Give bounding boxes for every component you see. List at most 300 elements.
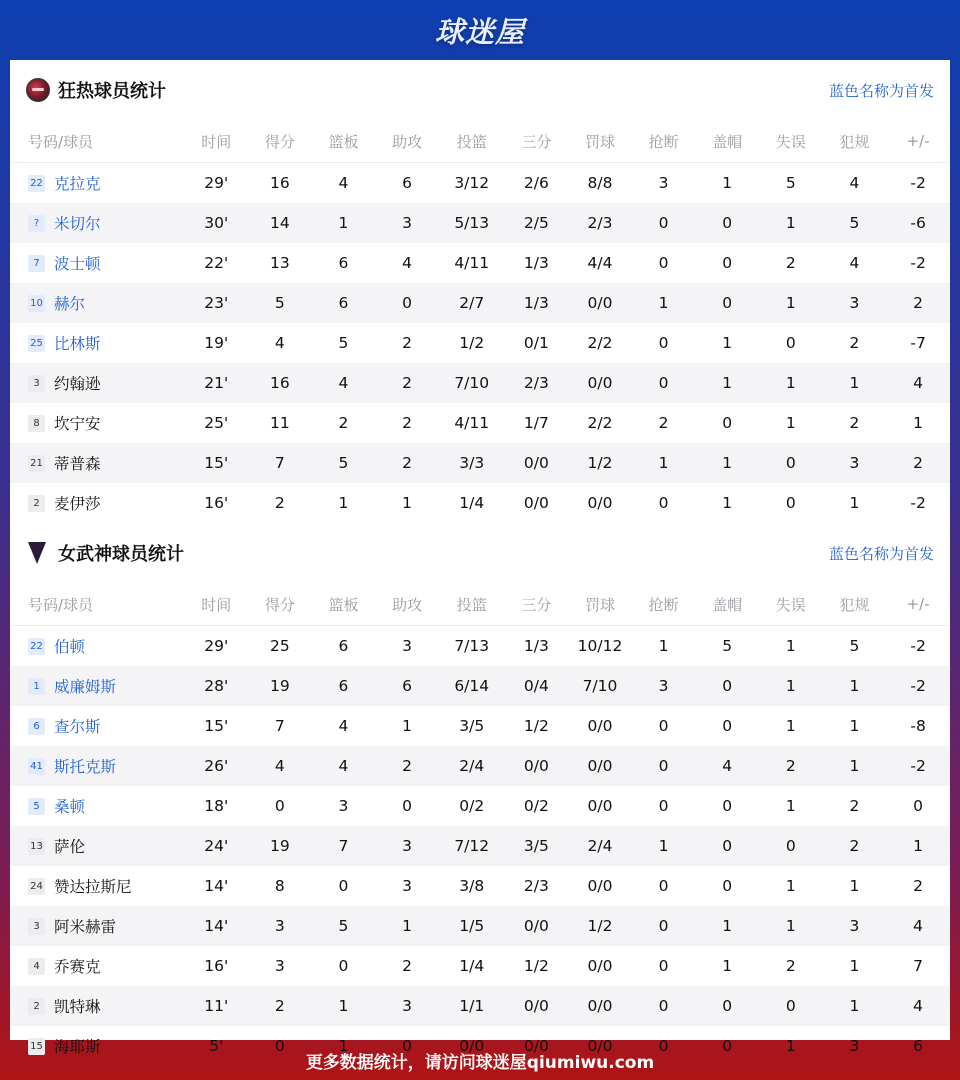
stat-cell: 14 (248, 203, 312, 243)
player-cell (10, 786, 184, 826)
stat-cell: 1 (913, 414, 924, 432)
stat-cell: 10/12 (577, 637, 623, 655)
stat-cell: 0/0 (587, 1037, 613, 1055)
stat-cell: 25 (270, 637, 290, 655)
table-row[interactable] (10, 946, 950, 986)
player-cell (10, 666, 184, 706)
jersey-number-badge: 22 (28, 638, 45, 655)
column-header: 投篮 (439, 120, 505, 163)
stat-cell: 4 (849, 254, 860, 272)
jersey-number-badge: 3 (28, 375, 45, 392)
stat-cell: 0 (658, 1037, 669, 1055)
stat-cell: 1 (312, 986, 376, 1026)
stat-cell: 1 (695, 906, 759, 946)
table-row[interactable] (10, 906, 950, 946)
stat-cell: 0/0 (459, 1037, 485, 1055)
stat-cell: 3 (375, 203, 439, 243)
table-row[interactable] (10, 483, 950, 523)
stat-cell: 2 (759, 746, 823, 786)
player-cell (10, 946, 184, 986)
stat-cell: 0/0 (523, 494, 549, 512)
stat-cell: 2/6 (523, 174, 549, 192)
starter-legend: 蓝色名称为首发 (828, 544, 934, 563)
stat-cell: 0 (274, 1037, 285, 1055)
stat-cell: 1 (759, 363, 823, 403)
stat-cell: 0/0 (587, 877, 613, 895)
footer-banner[interactable]: 更多数据统计，请访问球迷屋qiumiwu.com (305, 1052, 655, 1073)
stat-cell: -2 (886, 666, 950, 706)
top-bar (0, 0, 960, 60)
stat-cell: 1 (695, 363, 759, 403)
player-name[interactable]: 伯顿 (54, 638, 86, 656)
table-row[interactable] (10, 826, 950, 866)
table-header-row (10, 120, 950, 163)
stat-cell: 1 (785, 637, 796, 655)
stat-cell: 2 (375, 363, 439, 403)
stat-cell: 2/7 (439, 283, 505, 323)
stat-cell: -2 (910, 494, 926, 512)
stat-cell: 7/10 (439, 363, 505, 403)
table-row[interactable] (10, 243, 950, 283)
jersey-number-badge: 2 (28, 998, 45, 1015)
stat-cell: 0 (722, 254, 733, 272)
stat-cell: 1 (695, 443, 759, 483)
stat-cell: 23' (184, 283, 248, 323)
stat-cell: 0/0 (587, 717, 613, 735)
stat-cell: 24' (184, 826, 248, 866)
stat-cell: 3/3 (439, 443, 505, 483)
section-title-group (26, 540, 184, 566)
stat-cell: 7 (274, 717, 285, 735)
stat-cell: 0 (338, 877, 349, 895)
stat-cell: 1 (785, 1037, 796, 1055)
stat-cell: 0 (402, 1037, 413, 1055)
stats-panel (10, 60, 950, 1056)
stat-cell: 5 (722, 637, 733, 655)
stat-cell: 6/14 (439, 666, 505, 706)
table-row[interactable] (10, 626, 950, 667)
team-section (10, 523, 950, 1066)
stat-cell: 6 (338, 637, 349, 655)
stat-cell: 1/7 (523, 414, 549, 432)
stat-cell: 0 (658, 717, 669, 735)
stat-cell: 0 (722, 414, 733, 432)
player-name: 约翰逊 (54, 375, 101, 393)
player-name: 坎宁安 (54, 415, 101, 433)
stat-cell: 3/12 (454, 174, 490, 192)
jersey-number-badge: 8 (28, 415, 45, 432)
stat-cell: -8 (910, 717, 926, 735)
stat-cell: -2 (886, 746, 950, 786)
stat-cell: 0 (695, 203, 759, 243)
stat-cell: 0 (759, 443, 823, 483)
column-header: 三分 (505, 583, 569, 626)
stat-cell: 11' (184, 986, 248, 1026)
table-row[interactable] (10, 443, 950, 483)
stat-cell: 22' (204, 254, 229, 272)
stat-cell: 29' (204, 174, 229, 192)
player-name[interactable]: 米切尔 (54, 215, 101, 233)
stat-cell: 1 (823, 986, 887, 1026)
stat-cell: 1 (785, 414, 796, 432)
stat-cell: 28' (184, 666, 248, 706)
stat-cell: 5 (248, 283, 312, 323)
stat-cell: 1 (312, 203, 376, 243)
stat-cell: 1 (338, 1037, 349, 1055)
player-cell (10, 746, 184, 786)
stat-cell: 1/2 (523, 717, 549, 735)
stat-cell: -2 (910, 174, 926, 192)
jersey-number-badge: 25 (28, 335, 45, 352)
player-name: 蒂普森 (54, 455, 101, 473)
stat-cell: 5 (823, 203, 887, 243)
stat-cell: 30' (184, 203, 248, 243)
stat-cell: 2 (823, 826, 887, 866)
stat-cell: 3 (823, 906, 887, 946)
stat-cell: 19 (248, 826, 312, 866)
stat-cell: 1 (722, 334, 733, 352)
stat-cell: 2/4 (439, 746, 505, 786)
section-title-group (26, 77, 166, 103)
stat-cell: 2 (402, 334, 413, 352)
stat-cell: 1 (658, 637, 669, 655)
stat-cell: 1/2 (523, 957, 549, 975)
player-name: 萨伦 (54, 838, 86, 856)
stat-cell: 2 (886, 443, 950, 483)
column-header: 盖帽 (695, 120, 759, 163)
fever-logo-icon (26, 78, 50, 102)
jersey-number-badge: ? (28, 215, 45, 232)
stat-cell: 13 (270, 254, 290, 272)
stat-cell: 16' (204, 957, 229, 975)
stat-cell: 0 (632, 363, 696, 403)
player-name[interactable]: 斯托克斯 (54, 758, 117, 776)
stat-cell: 1 (759, 203, 823, 243)
stat-cell: 4 (695, 746, 759, 786)
stat-cell: 0 (759, 826, 823, 866)
stat-cell: 5/13 (439, 203, 505, 243)
stat-cell: 2/3 (505, 363, 569, 403)
stat-cell: 25' (204, 414, 229, 432)
stat-cell: 1/4 (459, 494, 485, 512)
stat-cell: 0 (632, 986, 696, 1026)
stat-cell: 0 (658, 334, 669, 352)
stat-cell: 1 (849, 717, 860, 735)
stat-cell: 7/13 (454, 637, 490, 655)
stat-cell: 1 (722, 174, 733, 192)
stat-cell: 4/11 (454, 254, 490, 272)
stat-cell: -6 (886, 203, 950, 243)
stat-cell: 1 (849, 494, 860, 512)
player-cell (10, 403, 184, 443)
stat-cell: 0 (722, 877, 733, 895)
column-header: 三分 (505, 120, 569, 163)
player-name: 海耶斯 (54, 1038, 101, 1056)
player-cell (10, 203, 184, 243)
player-cell (10, 906, 184, 946)
jersey-number-badge: 24 (28, 878, 45, 895)
stat-cell: 1/3 (523, 254, 549, 272)
table-row[interactable] (10, 866, 950, 906)
stat-cell: 0 (274, 797, 285, 815)
stat-cell: 2 (886, 283, 950, 323)
stat-cell: 14' (204, 877, 229, 895)
stat-cell: 1/2 (568, 443, 632, 483)
section-title: 女武神球员统计 (58, 544, 184, 565)
table-row[interactable] (10, 706, 950, 746)
jersey-number-badge: 1 (28, 678, 45, 695)
stat-cell: 5 (849, 637, 860, 655)
stat-cell: 4 (274, 334, 285, 352)
player-name[interactable]: 克拉克 (54, 175, 101, 193)
stat-cell: 1 (722, 494, 733, 512)
stat-cell: 5 (338, 334, 349, 352)
stat-cell: 2 (402, 414, 413, 432)
stat-cell: 0 (658, 797, 669, 815)
stat-cell: 0/0 (587, 957, 613, 975)
player-name[interactable]: 波士顿 (54, 255, 101, 273)
table-row[interactable] (10, 986, 950, 1026)
stat-cell: 8/8 (587, 174, 613, 192)
table-row[interactable] (10, 363, 950, 403)
table-row[interactable] (10, 203, 950, 243)
column-header: 助攻 (375, 583, 439, 626)
stat-cell: 1/2 (459, 334, 485, 352)
stat-cell: 0/0 (568, 986, 632, 1026)
stat-cell: 0 (658, 254, 669, 272)
section-header (10, 60, 950, 120)
stat-cell: 14' (184, 906, 248, 946)
stat-cell: 3 (632, 666, 696, 706)
column-header: 失误 (759, 583, 823, 626)
stat-cell: -2 (910, 254, 926, 272)
player-cell (10, 363, 184, 403)
stat-cell: 29' (204, 637, 229, 655)
player-name: 乔赛克 (54, 958, 101, 976)
stat-cell: 0/0 (568, 746, 632, 786)
stat-cell: 1 (632, 283, 696, 323)
jersey-number-badge: 22 (28, 175, 45, 192)
stat-cell: 1 (759, 666, 823, 706)
stat-cell: 1/5 (439, 906, 505, 946)
stat-cell: 1 (823, 746, 887, 786)
valkyries-logo-icon (28, 542, 46, 564)
stat-cell: 6 (312, 666, 376, 706)
player-cell (10, 986, 184, 1026)
stat-cell: 2 (658, 414, 669, 432)
stat-cell: 7 (913, 957, 924, 975)
stat-cell: 2 (338, 414, 349, 432)
stat-cell: 3 (338, 797, 349, 815)
stat-cell: 3 (402, 637, 413, 655)
stat-cell: 26' (184, 746, 248, 786)
column-header: 罚球 (568, 583, 632, 626)
stat-cell: 0 (785, 334, 796, 352)
table-row[interactable] (10, 283, 950, 323)
stat-cell: 2 (785, 957, 796, 975)
player-name[interactable]: 赫尔 (54, 295, 86, 313)
stat-cell: 2/4 (568, 826, 632, 866)
stat-cell: 4 (312, 363, 376, 403)
stat-cell: 2 (248, 986, 312, 1026)
stat-cell: 16 (248, 363, 312, 403)
stat-cell: 0 (722, 1037, 733, 1055)
stat-cell: 6 (402, 174, 413, 192)
stat-cell: 4/4 (587, 254, 613, 272)
stat-cell: 7/10 (568, 666, 632, 706)
column-header: 抢断 (632, 120, 696, 163)
stat-cell: 0 (759, 986, 823, 1026)
stat-cell: 1 (886, 826, 950, 866)
player-name: 赞达拉斯尼 (54, 878, 132, 896)
stat-cell: 19' (204, 334, 229, 352)
stat-cell: 2 (402, 957, 413, 975)
starter-legend: 蓝色名称为首发 (828, 81, 934, 100)
player-name[interactable]: 比林斯 (54, 335, 101, 353)
stat-cell: 7/12 (439, 826, 505, 866)
stat-cell: 11 (270, 414, 290, 432)
stat-cell: 2 (849, 797, 860, 815)
stat-cell: 3 (823, 443, 887, 483)
stat-cell: 1 (759, 906, 823, 946)
stat-cell: 0 (695, 826, 759, 866)
stat-cell: 4 (886, 986, 950, 1026)
stat-cell: 4 (886, 363, 950, 403)
stat-cell: 4 (248, 746, 312, 786)
stat-cell: 16 (270, 174, 290, 192)
column-header: 罚球 (568, 120, 632, 163)
stat-cell: 1 (785, 797, 796, 815)
stat-cell: 3 (402, 877, 413, 895)
column-header: +/- (886, 583, 950, 626)
stat-cell: 0/0 (568, 283, 632, 323)
stat-cell: 6 (312, 283, 376, 323)
stat-cell: 3/5 (505, 826, 569, 866)
stat-cell: 1 (632, 443, 696, 483)
stat-cell: 15' (184, 443, 248, 483)
column-header: 号码/球员 (10, 120, 184, 163)
team-section (10, 60, 950, 523)
table-row[interactable] (10, 323, 950, 363)
table-row[interactable] (10, 666, 950, 706)
table-row[interactable] (10, 786, 950, 826)
stat-cell: 3 (375, 826, 439, 866)
stat-cell: 0 (913, 797, 924, 815)
player-name: 麦伊莎 (54, 495, 101, 513)
table-row[interactable] (10, 403, 950, 443)
stat-cell: 3 (248, 906, 312, 946)
stat-cell: 1 (849, 957, 860, 975)
column-header: 篮板 (312, 583, 376, 626)
player-cell (10, 443, 184, 483)
stat-cell: 4 (338, 717, 349, 735)
stat-cell: 1 (849, 877, 860, 895)
stat-cell: 0 (632, 906, 696, 946)
stat-cell: 3 (849, 1037, 860, 1055)
stat-cell: 0 (375, 283, 439, 323)
player-cell (10, 826, 184, 866)
column-header: 投篮 (439, 583, 505, 626)
column-header: 得分 (248, 120, 312, 163)
stat-cell: 0 (695, 283, 759, 323)
jersey-number-badge: 2 (28, 495, 45, 512)
column-header: 篮板 (312, 120, 376, 163)
stat-cell: 1/3 (505, 283, 569, 323)
column-header: 抢断 (632, 583, 696, 626)
player-stats-table (10, 583, 950, 1066)
jersey-number-badge: 15 (28, 1038, 45, 1055)
player-name[interactable]: 查尔斯 (54, 718, 101, 736)
stat-cell: 2 (785, 254, 796, 272)
stat-cell: 0 (695, 986, 759, 1026)
player-name[interactable]: 桑顿 (54, 798, 86, 816)
stat-cell: 0/0 (568, 363, 632, 403)
stat-cell: 0 (658, 957, 669, 975)
jersey-number-badge: 4 (28, 958, 45, 975)
stat-cell: 2 (375, 443, 439, 483)
section-header (10, 523, 950, 583)
stat-cell: 1/3 (523, 637, 549, 655)
column-header: +/- (886, 120, 950, 163)
stat-cell: 0/0 (523, 1037, 549, 1055)
stat-cell: 0 (695, 666, 759, 706)
stat-cell: 0/0 (505, 746, 569, 786)
stat-cell: 2 (375, 746, 439, 786)
jersey-number-badge: 21 (28, 455, 45, 472)
stat-cell: 4/11 (454, 414, 490, 432)
stat-cell: 5 (312, 906, 376, 946)
brand-logo: 球迷屋 (434, 14, 525, 49)
table-row[interactable] (10, 746, 950, 786)
column-header: 号码/球员 (10, 583, 184, 626)
table-row[interactable] (10, 163, 950, 204)
stat-cell: 1/4 (459, 957, 485, 975)
stat-cell: 1 (823, 666, 887, 706)
column-header: 犯规 (823, 120, 887, 163)
column-header: 犯规 (823, 583, 887, 626)
jersey-number-badge: 5 (28, 798, 45, 815)
stat-cell: 3/5 (459, 717, 485, 735)
stat-cell: 1/1 (439, 986, 505, 1026)
stat-cell: 15' (204, 717, 229, 735)
player-cell (10, 626, 184, 667)
table-header-row (10, 583, 950, 626)
stat-cell: 4 (338, 174, 349, 192)
stat-cell: 5 (785, 174, 796, 192)
stat-cell: 2 (913, 877, 924, 895)
stat-cell: 3 (274, 957, 285, 975)
stat-cell: 2 (849, 334, 860, 352)
jersey-number-badge: 13 (28, 838, 45, 855)
stat-cell: 1/2 (568, 906, 632, 946)
stat-cell: 0/0 (505, 906, 569, 946)
stat-cell: 6 (913, 1037, 924, 1055)
stat-cell: 0 (785, 494, 796, 512)
jersey-number-badge: 7 (28, 255, 45, 272)
stat-cell: 6 (375, 666, 439, 706)
stat-cell: 18' (204, 797, 229, 815)
player-name[interactable]: 威廉姆斯 (54, 678, 117, 696)
player-cell (10, 866, 184, 906)
stat-cell: 8 (274, 877, 285, 895)
stat-cell: 0/4 (505, 666, 569, 706)
player-cell (10, 243, 184, 283)
player-cell (10, 283, 184, 323)
player-cell (10, 483, 184, 523)
stat-cell: 0 (402, 797, 413, 815)
stat-cell: 0 (338, 957, 349, 975)
stat-cell: 4 (312, 746, 376, 786)
